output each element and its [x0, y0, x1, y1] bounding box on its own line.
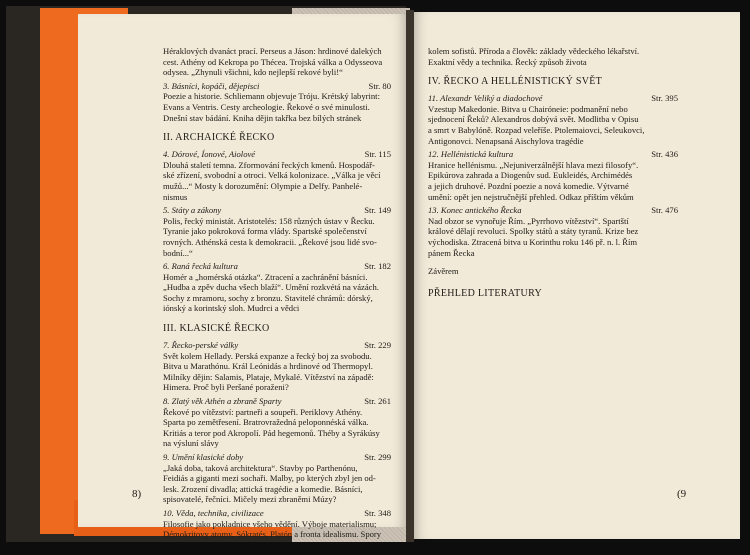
text-line: Sochy z mramoru, sochy z bronzu. Stavitelé chrámů: dórský,	[163, 292, 373, 303]
chapter-title: 12. Hellénistická kultura	[428, 149, 514, 160]
chapter-page-ref: Str. 182	[364, 261, 391, 272]
chapter-title: 6. Raná řecká kultura	[163, 261, 238, 272]
text-line: Milníky dějin: Salamis, Plataje, Mykalé. Vítězství na západě:	[163, 371, 374, 382]
text-line: Homér a „homérská otázka“. Ztracení a zachránění básníci.	[163, 271, 368, 282]
text-line: odysea. „Zhynuli všichni, kdo nejlepší rekové byli!“	[163, 67, 343, 78]
closing-heading: Závěrem	[428, 266, 459, 277]
text-line: Exaktní vědy a technika. Řecký způsob života	[428, 56, 587, 67]
chapter-heading	[428, 93, 678, 104]
paragraph	[428, 46, 678, 67]
chapter-title: 13. Konec antického Řecka	[428, 205, 522, 216]
text-line: spisovatelé, řečníci. Mičely mezi zbraněmi Múzy?	[163, 494, 337, 505]
text-line: ské zřízení, svobodní a otroci. Velká kolonizace. „Válka je věcí	[163, 170, 381, 181]
paragraph	[163, 272, 391, 314]
text-line: na výsluní slávy	[163, 438, 219, 449]
chapter-page-ref: Str. 229	[364, 340, 391, 351]
chapter-title: 9. Umění klasické doby	[163, 452, 244, 462]
text-line: „Hudba a zpěv ducha všech blaží“. Umění rozkvétá na vázách.	[163, 282, 379, 293]
text-line: Epikúrova zahrada a Diogenův sud. Eukleidés, Archimédés	[428, 170, 633, 181]
text-line: Řekové po vítězství: partneři a soupeři. Periklovy Athény.	[163, 406, 363, 417]
text-line: a jejich druhové. Pozdní poezie a nová komedie. Výtvarné	[428, 180, 629, 191]
paragraph	[163, 463, 391, 505]
text-line: Filosofie jako pokladnice všeho vědění. Výboje materialismu;	[163, 518, 377, 529]
text-line: východiska. Ztracená bitva u Korinthu roku 146 př. n. l. Řím	[428, 236, 638, 247]
section-heading: II. ARCHAICKÉ ŘECKO	[163, 132, 275, 144]
chapter-page-ref: Str. 299	[364, 452, 391, 462]
text-line: pánem Řecka	[428, 247, 475, 258]
spacer	[163, 540, 391, 543]
text-line: Hranice hellénismu. „Nejuniverzálnější hlava mezi filosofy“.	[428, 159, 639, 170]
paragraph	[163, 91, 391, 123]
chapter-title: 11. Alexandr Veliký a diadochové	[428, 93, 543, 104]
section-heading: PŘEHLED LITERATURY	[428, 287, 543, 299]
text-line: „Jaká doba, taková architektura“. Stavby po Parthenónu,	[163, 462, 358, 473]
chapter-title: 5. Státy a zákony	[163, 205, 222, 216]
text-line: a smrt v Babylóně. Rozpad velеříše. Ptolemaiovci, Seleukovci,	[428, 124, 645, 135]
text-line: Evans a Ventris. Cesty archeologie. Řekové o své minulosti.	[163, 101, 370, 112]
chapter-title: 3. Básníci, kopáči, dějepisci	[163, 80, 260, 91]
chapter-page-ref: Str. 348	[364, 507, 391, 518]
chapter-title: 8. Zlatý věk Athén a zbraně Sparty	[163, 396, 282, 407]
text-line: sjednocení Řeků? Alexandros dobývá svět. Modlitba v Opisu	[428, 114, 639, 125]
chapter-heading	[163, 149, 391, 160]
text-line: Démokritovy atomy. Sókratés, Platón a fronta idealismu. Spory	[163, 529, 382, 540]
paragraph	[163, 46, 391, 78]
text-line: Bitva u Marathónu. Král Leónidás a hrdinové od Thermopyl.	[163, 361, 373, 372]
text-line: Antigonovci. Nenapsaná Aischylova tragédie	[428, 135, 584, 146]
text-line: Nad obzor se vynořuje Řím. „Pyrrhovo vítězství“. Spartští	[428, 215, 629, 226]
chapter-heading	[163, 81, 391, 92]
chapter-heading	[428, 205, 678, 216]
book-gutter	[406, 10, 414, 542]
text-line: Himera. Proč byli Peršané poraženi?	[163, 382, 289, 393]
chapter-heading	[163, 340, 391, 351]
chapter-heading	[163, 396, 391, 407]
paragraph	[163, 351, 391, 393]
chapter-heading	[163, 261, 391, 272]
text-line: bodní...“	[163, 247, 193, 258]
paragraph	[428, 104, 678, 146]
right-page-number: (9	[677, 488, 687, 500]
text-line: Tyranie jako pokroková forma vlády. Spartské společenství	[163, 226, 367, 237]
chapter-title: 4. Dórové, Íonové, Aiolové	[163, 149, 256, 160]
text-line: Feidiás a giganti mezi sochaři. Malby, po kterých zbyl jen od-	[163, 473, 376, 484]
section-heading: IV. ŘECKO A HELLÉNISTICKÝ SVĚT	[428, 76, 603, 88]
text-line: nismus	[163, 191, 188, 202]
right-page-contents	[428, 46, 678, 305]
chapter-page-ref: Str. 115	[364, 149, 391, 160]
chapter-title: 10. Věda, technika, civilizace	[163, 507, 264, 518]
text-line: umění: opět jen nejstručnější přehled. Odkaz příštím věkům	[428, 191, 634, 202]
chapter-title: 7. Řecko-perské války	[163, 340, 239, 351]
paragraph	[163, 216, 391, 258]
chapter-page-ref: Str. 261	[364, 396, 391, 407]
chapter-page-ref: Str. 436	[651, 149, 678, 160]
chapter-heading	[163, 205, 391, 216]
text-line: cest. Athény od Kekropa po Théсea. Trojská válka a Odysseova	[163, 56, 383, 67]
left-page-number: 8)	[132, 488, 142, 500]
text-line: Kritiás a teror pod Akropolí. Pád hegemonů. Théby a Syrákúsy	[163, 427, 380, 438]
chapter-page-ref: Str. 395	[651, 93, 678, 104]
paragraph	[428, 160, 678, 202]
chapter-page-ref: Str. 149	[364, 205, 391, 216]
chapter-page-ref: Str. 476	[651, 205, 678, 216]
chapter-heading	[428, 149, 678, 160]
paragraph	[163, 407, 391, 449]
chapter-page-ref: Str. 80	[368, 80, 391, 91]
paragraph	[428, 216, 678, 258]
text-line: Svět kolem Hellady. Perská expanze a řecký boj za svobodu.	[163, 350, 372, 361]
paragraph	[163, 160, 391, 202]
text-line: Poezie a historie. Schliemann objevuje Tróju. Krétský labyrint:	[163, 91, 380, 102]
text-line: rovných. Athénská cesta k demokracii. „Řekové jsou lidé svo-	[163, 236, 377, 247]
text-line: Polis, řecký ministát. Aristotelés: 158 různých ústav v Řecku.	[163, 215, 375, 226]
text-line: Vzestup Makedonie. Bitva u Chairóneie: podmanění nebo	[428, 103, 628, 114]
text-line: mužů...“ Mosty k dorozumění: Olympie a Delfy. Panhelé-	[163, 180, 363, 191]
text-line: iónský a korintský sloh. Mudrci a vědci	[163, 303, 300, 314]
left-page-contents	[163, 46, 391, 543]
section-heading: III. KLASICKÉ ŘECKO	[163, 323, 270, 335]
chapter-heading	[163, 508, 391, 519]
text-line: Dlouhá staletí temna. Zformování řeckých kmenů. Hospodář-	[163, 159, 375, 170]
text-line: králové dělají revoluci. Spolky států a státy tyranů. Krize bez	[428, 226, 639, 237]
text-line: kolem sofistů. Příroda a člověk: základy vědeckého lékařství.	[428, 46, 640, 56]
spacer	[428, 300, 678, 305]
text-line: Sparta po zemětřesení. Bratrovražedná peloponnéská válka.	[163, 417, 369, 428]
paragraph	[163, 519, 391, 540]
text-line: Héraklových dvanáct prací. Perseus a Jáson: hrdinové dalekých	[163, 46, 382, 56]
chapter-heading	[163, 452, 391, 463]
text-line: Dnešní stav bádání. Kniha dějin takřka bez bílých stránek	[163, 112, 362, 123]
text-line: lesk. Zrození divadla; attická tragédie a komedie. Básníci,	[163, 483, 363, 494]
